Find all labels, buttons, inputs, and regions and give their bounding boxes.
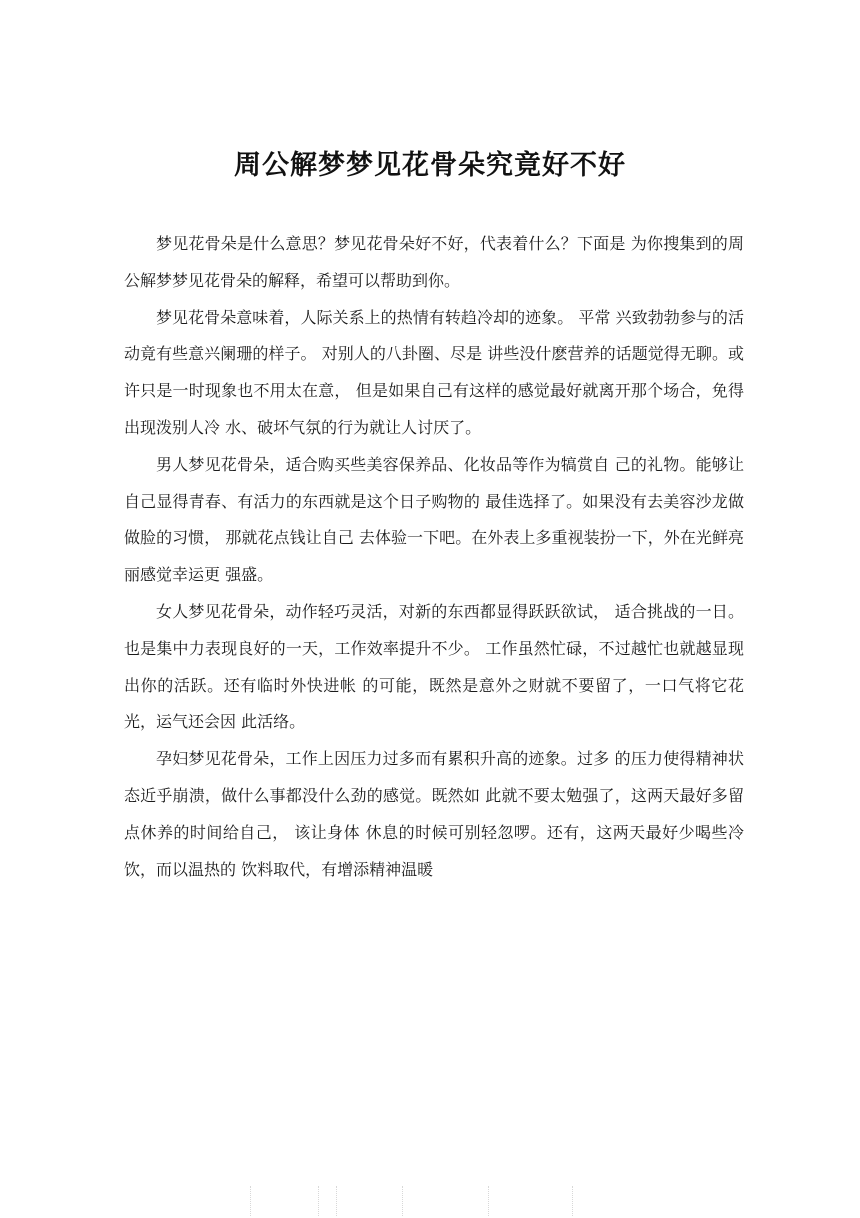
paragraph-men: 男人梦见花骨朵，适合购买些美容保养品、化妆品等作为犒赏自 己的礼物。能够让自己显得青春、有活力的东西就是这个日子购物的 最佳选择了。如果没有去美容沙龙做做脸的习惯， 那就花点钱让自己 去体验一下吧。在外表上多重视装扮一下，外在光鲜亮丽感觉幸运更 强盛。 (124, 454, 744, 585)
paragraph-pregnant: 孕妇梦见花骨朵，工作上因压力过多而有累积升高的迹象。过多 的压力使得精神状态近乎崩溃，做什么事都没什么劲的感觉。既然如 此就不要太勉强了，这两天最好多留点休养的时间给自己， 该让身体 休息的时候可别轻忽啰。还有，这两天最好少喝些冷饮，而以温热的 饮料取代，有增添精神温暖 (124, 749, 744, 879)
footer-mark (402, 1186, 404, 1216)
paragraph-women: 女人梦见花骨朵，动作轻巧灵活，对新的东西都显得跃跃欲试， 适合挑战的一日。也是集中力表现良好的一天，工作效率提升不少。 工作虽然忙碌，不过越忙也就越显现出你的活跃。还有临时外快进帐 的可能，既然是意外之财就不要留了，一口气将它花光，运气还会因 此活络。 (124, 601, 744, 732)
footer-mark (318, 1186, 320, 1216)
footer-mark (336, 1186, 338, 1216)
paragraph-meaning: 梦见花骨朵意味着，人际关系上的热情有转趋冷却的迹象。 平常 兴致勃勃参与的活动竟有些意兴阑珊的样子。 对别人的八卦圈、尽是 讲些没什麽营养的话题觉得无聊。或许只是一时现象也不用太在意， 但是如果自己有这样的感觉最好就离开那个场合，免得出现泼别人冷 水、破坏气氛的行为就让人讨厌了。 (124, 307, 744, 437)
document-title: 周公解梦梦见花骨朵究竟好不好 (234, 150, 626, 182)
paragraph-intro: 梦见花骨朵是什么意思？梦见花骨朵好不好，代表着什么？下面是 为你搜集到的周公解梦梦见花骨朵的解释，希望可以帮助到你。 (124, 234, 744, 290)
document-body (124, 226, 744, 888)
page-footer-marks (0, 1186, 860, 1216)
footer-mark (488, 1186, 490, 1216)
footer-mark (572, 1186, 574, 1216)
footer-mark (250, 1186, 252, 1216)
